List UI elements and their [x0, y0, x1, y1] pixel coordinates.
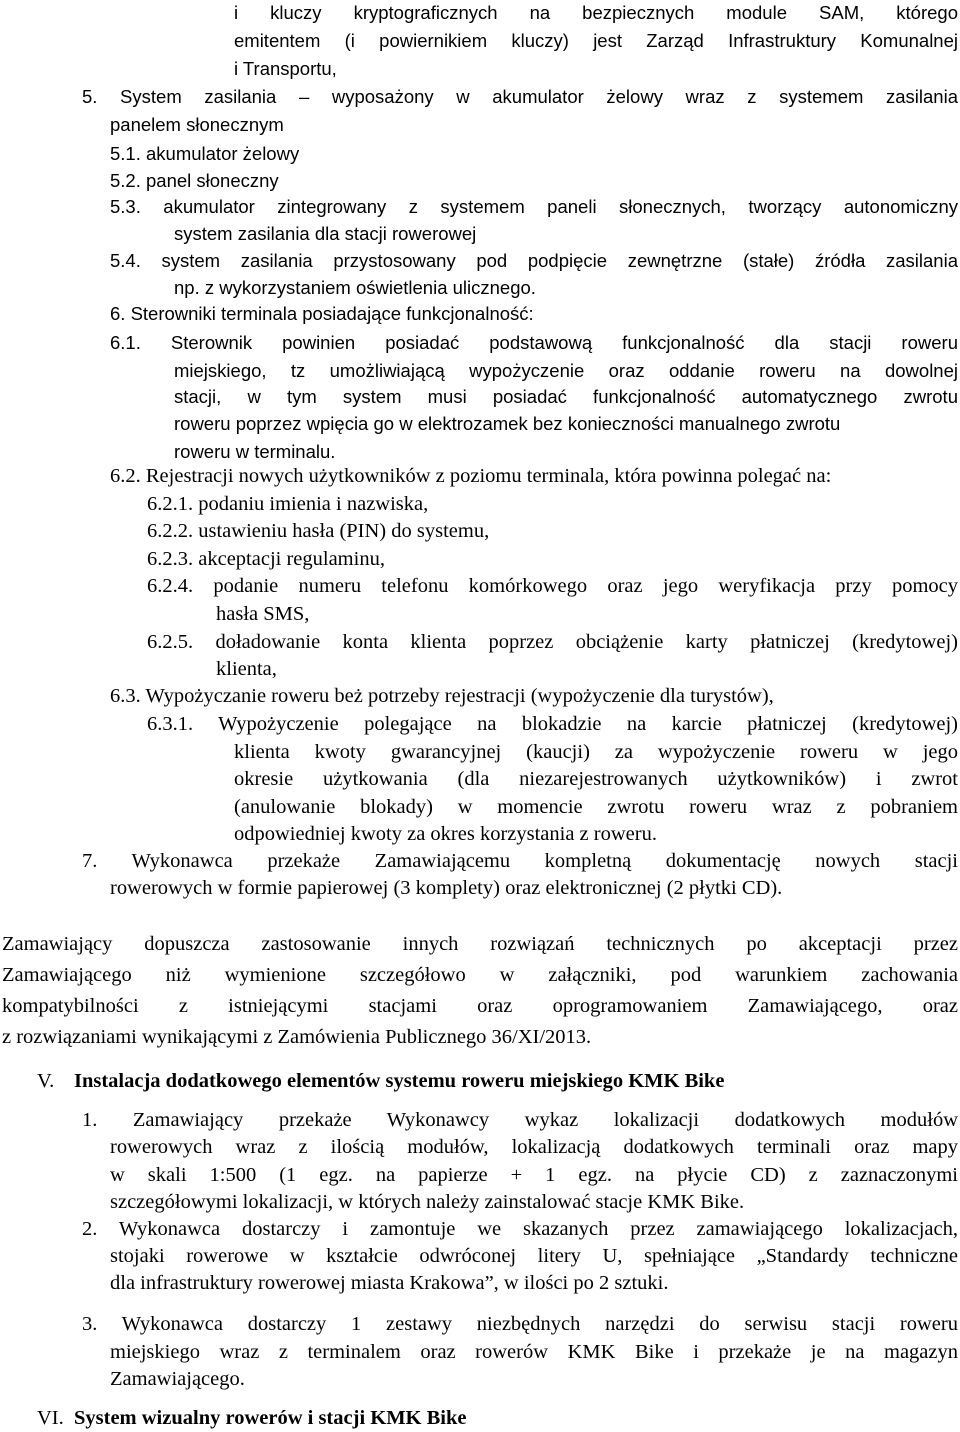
- text-line: w skali 1:500 (1 egz. na papierze + 1 egz. na płycie CD) z zaznaczonymi: [110, 1165, 958, 1186]
- text-line: odpowiedniej kwoty za okres korzystania z roweru.: [234, 823, 657, 845]
- text-line: klienta kwoty gwarancyjnej (kaucji) za wypożyczenie roweru w jego: [234, 742, 958, 763]
- section-number: V.: [37, 1070, 55, 1092]
- text-line: 6.2.1. podaniu imienia i nazwiska,: [147, 493, 429, 515]
- text-line: rowerowych wraz z ilością modułów, lokalizacją dodatkowych terminali oraz mapy: [110, 1137, 958, 1158]
- text-line: 6.2.2. ustawieniu hasła (PIN) do systemu,: [147, 520, 490, 542]
- section-number: VI.: [37, 1407, 64, 1429]
- text-line: (anulowanie blokady) w momencie zwrotu roweru wraz z pobraniem: [234, 797, 958, 818]
- text-line: stacji, w tym system musi posiadać funkcjonalność automatycznego zwrotu: [174, 388, 958, 407]
- text-line: 6.3.1. Wypożyczenie polegające na blokadzie na karcie płatniczej (kredytowej): [147, 714, 958, 735]
- text-line: 6.2.5. doładowanie konta klienta poprzez obciążenie karty płatniczej (kredytowej): [147, 632, 958, 653]
- text-line: Zamawiający dopuszcza zastosowanie innych rozwiązań technicznych po akceptacji przez: [2, 934, 958, 955]
- text-line: 6.2.4. podanie numeru telefonu komórkowego oraz jego weryfikacja przy pomocy: [147, 576, 958, 597]
- text-line: 6.1. Sterownik powinien posiadać podstawową funkcjonalność dla stacji roweru: [110, 334, 958, 353]
- text-line: roweru poprzez wpięcia go w elektrozamek bez konieczności manualnego zwrotu: [174, 413, 841, 434]
- text-line: dla infrastruktury rowerowej miasta Krakowa”, w ilości po 2 sztuki.: [110, 1272, 669, 1294]
- text-line: 6.2.3. akceptacji regulaminu,: [147, 548, 385, 570]
- text-line: 6.3. Wypożyczanie roweru beż potrzeby rejestracji (wypożyczenie dla turystów),: [110, 685, 774, 707]
- text-line: 5.3. akumulator zintegrowany z systemem paneli słonecznych, tworzący autonomiczny: [110, 198, 958, 217]
- text-line: z rozwiązaniami wynikającymi z Zamówienia Publicznego 36/XI/2013.: [2, 1026, 592, 1048]
- text-line: i Transportu,: [234, 58, 337, 79]
- text-line: 3. Wykonawca dostarczy 1 zestawy niezbędnych narzędzi do serwisu stacji roweru: [82, 1314, 958, 1335]
- text-line: 6.2. Rejestracji nowych użytkowników z poziomu terminala, która powinna polegać na:: [110, 465, 832, 487]
- text-line: klienta,: [216, 658, 277, 680]
- section-heading: Instalacja dodatkowego elementów systemu roweru miejskiego KMK Bike: [74, 1070, 725, 1092]
- text-line: stojaki rowerowe w kształcie odwróconej litery U, spełniające „Standardy techniczne: [110, 1246, 958, 1267]
- text-line: 6. Sterowniki terminala posiadające funkcjonalność:: [110, 303, 534, 324]
- text-line: okresie użytkowania (dla niezarejestrowanych użytkowników) i zwrot: [234, 769, 958, 790]
- text-line: miejskiego wraz z terminalem oraz rowerów KMK Bike i przekaże je na magazyn: [110, 1342, 958, 1363]
- text-line: np. z wykorzystaniem oświetlenia ulicznego.: [174, 277, 536, 298]
- section-heading: System wizualny rowerów i stacji KMK Bike: [74, 1407, 467, 1429]
- text-line: panelem słonecznym: [110, 114, 284, 135]
- text-line: hasła SMS,: [216, 603, 310, 625]
- text-line: 5.1. akumulator żelowy: [110, 143, 300, 164]
- text-line: i kluczy kryptograficznych na bezpiecznych module SAM, którego: [234, 4, 958, 23]
- text-line: Zamawiającego.: [110, 1368, 245, 1390]
- text-line: 1. Zamawiający przekaże Wykonawcy wykaz lokalizacji dodatkowych modułów: [82, 1110, 958, 1131]
- text-line: 7. Wykonawca przekaże Zamawiającemu kompletną dokumentację nowych stacji: [82, 851, 958, 872]
- text-line: system zasilania dla stacji rowerowej: [174, 223, 477, 244]
- text-line: 5. System zasilania – wyposażony w akumulator żelowy wraz z systemem zasilania: [82, 88, 958, 107]
- text-line: 2. Wykonawca dostarczy i zamontuje we skazanych przez zamawiającego lokalizacjach,: [82, 1219, 958, 1240]
- text-line: roweru w terminalu.: [174, 441, 336, 462]
- text-line: kompatybilności z istniejącymi stacjami oraz oprogramowaniem Zamawiającego, oraz: [2, 996, 958, 1017]
- text-line: rowerowych w formie papierowej (3 komplety) oraz elektronicznej (2 płytki CD).: [110, 877, 783, 899]
- text-line: 5.4. system zasilania przystosowany pod podpięcie zewnętrzne (stałe) źródła zasilania: [110, 252, 958, 271]
- text-line: 5.2. panel słoneczny: [110, 170, 279, 191]
- text-line: Zamawiającego niż wymienione szczegółowo w załączniki, pod warunkiem zachowania: [2, 965, 958, 986]
- text-line: szczegółowymi lokalizacji, w których należy zainstalować stacje KMK Bike.: [110, 1191, 745, 1213]
- text-line: emitentem (i powiernikiem kluczy) jest Zarząd Infrastruktury Komunalnej: [234, 32, 958, 51]
- text-line: miejskiego, tz umożliwiającą wypożyczenie oraz oddanie roweru na dowolnej: [174, 362, 958, 381]
